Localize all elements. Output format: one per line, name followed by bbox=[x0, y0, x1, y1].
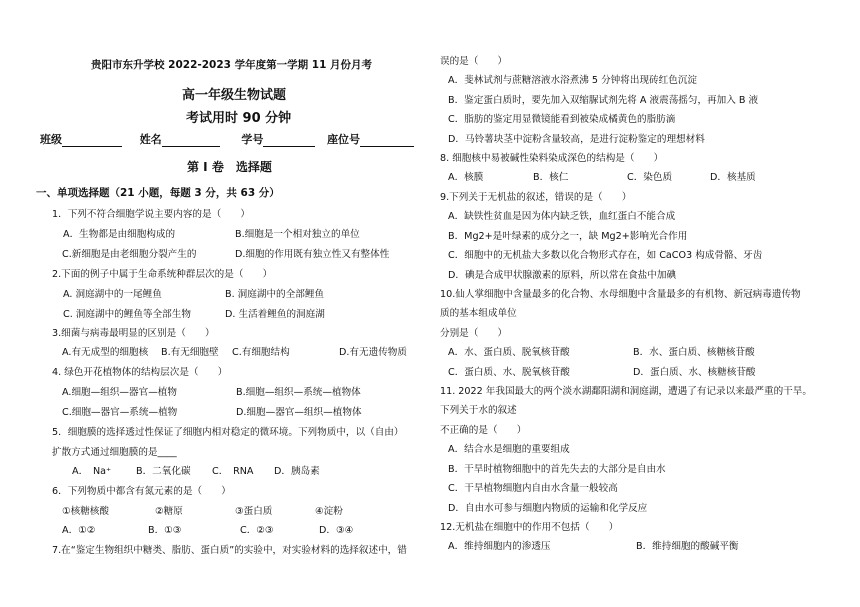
q4-option-a: A.细胞—组织—器官—植物 bbox=[62, 387, 177, 398]
q10-option-d: D．蛋白质、水、核糖核苷酸 bbox=[633, 367, 756, 378]
name-label: 姓名 bbox=[139, 133, 162, 146]
q8-option-a: A．核膜 bbox=[448, 172, 484, 183]
q4-stem: 4. 绿色开花植物体的结构层次是（ ） bbox=[52, 367, 228, 378]
class-label: 班级 bbox=[40, 133, 62, 146]
q6-option-b: B．①③ bbox=[148, 525, 182, 536]
q6-option-c: C．②③ bbox=[240, 525, 274, 536]
q5-stem-cont: 扩散方式通过细胞膜的是____ bbox=[52, 447, 177, 458]
q7-stem: 7.在“鉴定生物组织中糖类、脂肪、蛋白质”的实验中，对实验材料的选择叙述中，错 bbox=[52, 545, 407, 556]
q3-option-d: D.有无遗传物质 bbox=[339, 347, 407, 358]
q11-stem: 11. 2022 年我国最大的两个淡水湖鄱阳湖和洞庭湖，遭遇了有记录以来最严重的干旱。 bbox=[440, 386, 812, 397]
q7-option-c: C．脂肪的鉴定用显微镜能看到被染成橘黄色的脂肪滴 bbox=[448, 114, 676, 125]
exam-subject-title: 高一年级生物试题 bbox=[182, 88, 287, 103]
part-title: 一、单项选择题（21 小题，每题 3 分，共 63 分） bbox=[36, 187, 280, 199]
q10-stem-cont2: 分别是（ ） bbox=[440, 328, 508, 339]
name-blank[interactable] bbox=[162, 136, 220, 147]
seat-blank[interactable] bbox=[360, 136, 414, 147]
q1-stem: 1．下列不符合细胞学说主要内容的是（ ） bbox=[52, 209, 250, 220]
q5-option-b: B．二氧化碳 bbox=[136, 466, 191, 477]
q6-item-3: ③蛋白质 bbox=[235, 506, 273, 517]
q6-option-d: D．③④ bbox=[319, 525, 354, 536]
student-id-label: 学号 bbox=[241, 133, 264, 146]
q1-option-d: D.细胞的作用既有独立性又有整体性 bbox=[235, 249, 390, 260]
exam-school-title: 贵阳市东升学校 2022-2023 学年度第一学期 11 月份月考 bbox=[91, 59, 373, 71]
q12-option-b: B．维持细胞的酸碱平衡 bbox=[636, 541, 739, 552]
q6-option-a: A．①② bbox=[62, 525, 96, 536]
q1-option-c: C.新细胞是由老细胞分裂产生的 bbox=[62, 249, 197, 260]
q2-option-d: D. 生活着鲤鱼的洞庭湖 bbox=[225, 309, 325, 320]
q10-stem: 10.仙人掌细胞中含量最多的化合物、水母细胞中含量最多的有机物、新冠病毒遗传物 bbox=[440, 289, 801, 300]
q5-option-a: A． Na⁺ bbox=[72, 466, 112, 477]
q6-item-2: ②糖原 bbox=[155, 506, 183, 517]
q5-option-d: D．胰岛素 bbox=[274, 466, 320, 477]
student-info-row bbox=[40, 131, 414, 147]
q11-option-b: B．干旱时植物细胞中的首先失去的大部分是自由水 bbox=[448, 464, 666, 475]
q1-option-a: A．生物都是由细胞构成的 bbox=[63, 229, 176, 240]
q2-option-c: C. 洞庭湖中的鲤鱼等全部生物 bbox=[63, 309, 191, 320]
q3-stem: 3.细菌与病毒最明显的区别是（ ） bbox=[52, 328, 215, 339]
q3-option-b: B.有无细胞壁 bbox=[161, 347, 219, 358]
q6-stem: 6．下列物质中都含有氮元素的是（ ） bbox=[52, 486, 231, 497]
q2-stem: 2.下面的例子中属于生命系统种群层次的是（ ） bbox=[52, 269, 273, 280]
q7-option-b: B．鉴定蛋白质时，要先加入双缩脲试剂先将 A 液震荡摇匀，再加入 B 液 bbox=[448, 95, 759, 106]
q9-option-b: B．Mg2+是叶绿素的成分之一，缺 Mg2+影响光合作用 bbox=[448, 231, 688, 242]
q3-option-a: A.有无成型的细胞核 bbox=[62, 347, 149, 358]
q2-option-b: B. 洞庭湖中的全部鲤鱼 bbox=[225, 289, 325, 300]
seat-label: 座位号 bbox=[327, 133, 361, 146]
q6-item-4: ④淀粉 bbox=[315, 506, 343, 517]
q11-option-c: C．干旱植物细胞内自由水含量一般较高 bbox=[448, 483, 618, 494]
q11-stem-cont2: 不正确的是（ ） bbox=[440, 425, 527, 436]
q9-option-a: A．缺铁性贫血是因为体内缺乏铁，血红蛋白不能合成 bbox=[448, 211, 676, 222]
q9-option-c: C．细胞中的无机盐大多数以化合物形式存在，如 CaCO3 构成骨骼、牙齿 bbox=[448, 250, 763, 261]
exam-duration: 考试用时 90 分钟 bbox=[186, 111, 292, 126]
q9-option-d: D．碘是合成甲状腺激素的原料，所以常在食盐中加碘 bbox=[448, 270, 677, 281]
q12-stem: 12.无机盐在细胞中的作用不包括（ ） bbox=[440, 522, 619, 533]
q7-option-a: A．斐林试剂与蔗糖溶液水浴煮沸 5 分钟将出现砖红色沉淀 bbox=[448, 75, 698, 86]
q9-stem: 9.下列关于无机盐的叙述，错误的是（ ） bbox=[440, 192, 632, 203]
q7-stem-cont: 误的是（ ） bbox=[440, 56, 508, 67]
q7-option-d: D．马铃薯块茎中淀粉含量较高，是进行淀粉鉴定的理想材料 bbox=[448, 134, 705, 145]
q11-option-d: D．自由水可参与细胞内物质的运输和化学反应 bbox=[448, 503, 648, 514]
volume-title: 第 Ⅰ 卷 选择题 bbox=[187, 160, 272, 174]
student-id-blank[interactable] bbox=[263, 136, 315, 147]
q8-option-c: C．染色质 bbox=[627, 172, 673, 183]
q8-option-d: D．核基质 bbox=[710, 172, 756, 183]
q8-option-b: B．核仁 bbox=[533, 172, 569, 183]
q10-option-a: A．水、蛋白质、脱氧核苷酸 bbox=[448, 347, 570, 358]
q6-item-1: ①核糖核酸 bbox=[62, 506, 109, 517]
q2-option-a: A. 洞庭湖中的一尾鲤鱼 bbox=[63, 289, 162, 300]
q3-option-c: C.有细胞结构 bbox=[232, 347, 290, 358]
q12-option-a: A．维持细胞内的渗透压 bbox=[448, 541, 551, 552]
q4-option-d: D.细胞—器官—组织—植物体 bbox=[236, 407, 362, 418]
q11-stem-cont: 下列关于水的叙述 bbox=[440, 405, 517, 416]
q5-option-c: C． RNA bbox=[212, 466, 254, 477]
q10-option-b: B．水、蛋白质、核糖核苷酸 bbox=[633, 347, 755, 358]
q11-option-a: A．结合水是细胞的重要组成 bbox=[448, 444, 570, 455]
q5-stem: 5．细胞膜的选择透过性保证了细胞内相对稳定的微环境。下列物质中，以（自由） bbox=[52, 427, 404, 438]
q10-stem-cont: 质的基本组成单位 bbox=[440, 308, 517, 319]
q10-option-c: C．蛋白质、水、脱氧核苷酸 bbox=[448, 367, 570, 378]
q1-option-b: B.细胞是一个相对独立的单位 bbox=[235, 229, 360, 240]
q4-option-b: B.细胞—组织—系统—植物体 bbox=[236, 387, 361, 398]
q8-stem: 8. 细胞核中易被碱性染料染成深色的结构是（ ） bbox=[440, 153, 664, 164]
q4-option-c: C.细胞—器官—系统—植物 bbox=[62, 407, 178, 418]
class-blank[interactable] bbox=[62, 136, 122, 147]
